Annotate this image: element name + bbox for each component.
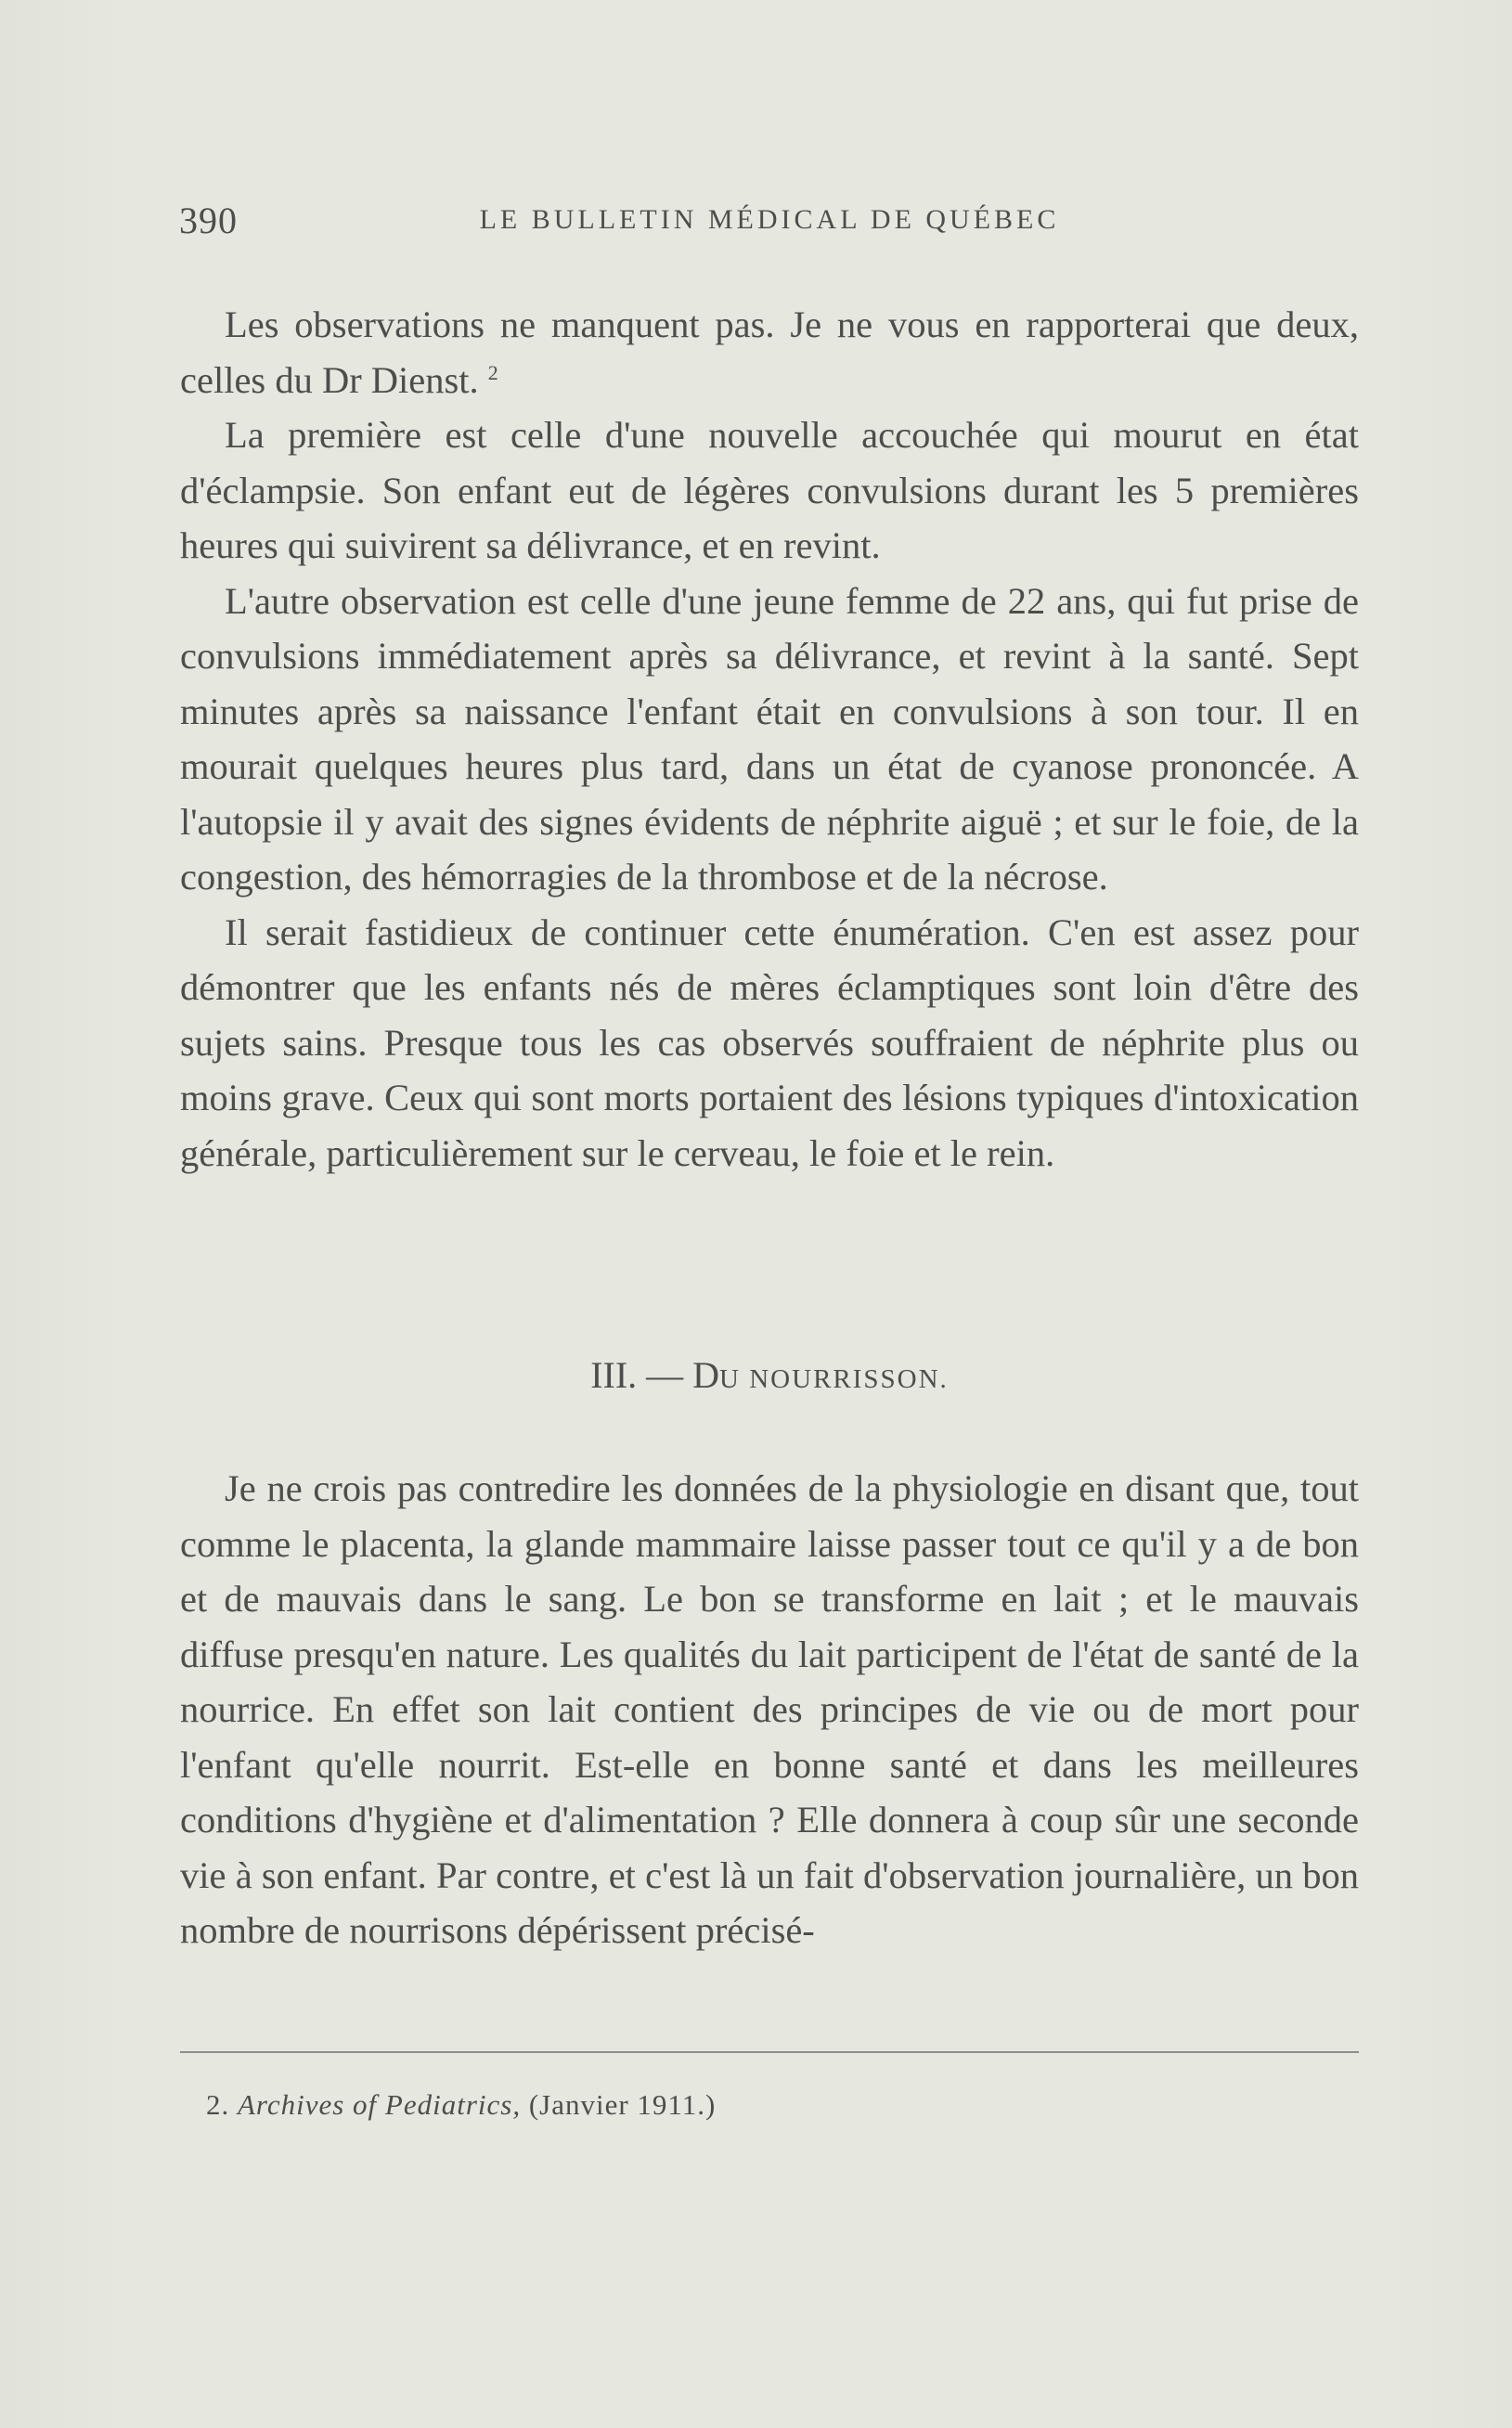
paragraph-text: Les observations ne manquent pas. Je ne vous en rapporterai que deux, celles du Dr Dienst. — [180, 304, 1359, 401]
paragraph — [180, 407, 1359, 574]
footnote — [206, 2086, 716, 2124]
paragraph-text: L'autre observation est celle d'une jeune femme de 22 ans, qui fut prise de convulsions immédiatement après sa délivrance, et revint à la santé. Sept minutes après sa naissance l'enfant était en convulsions à son tour. Il en mourait quelques heures plus tard, dans un état de cyanose prononcée. A l'autopsie il y avait des signes évidents de néphrite aiguë ; et sur le foie, de la congestion, des hémorragies de la thrombose et de la nécrose. — [180, 579, 1359, 898]
footnote-number: 2. — [206, 2088, 230, 2121]
paragraph-text: Je ne crois pas contredire les données de la physiologie en disant que, tout comme le placenta, la glande mammaire laisse passer tout ce qu'il y a de bon et de mauvais dans le sang. Le bon se transforme en lait ; et le mauvais diffuse presqu'en nature. Les qualités du lait participent de l'état de santé de la nourrice. En effet son lait contient des principes de vie ou de mort pour l'enfant qu'elle nourrit. Est-elle en bonne santé et dans les meilleures conditions d'hygiène et d'alimentation ? Elle donnera à coup sûr une seconde vie à son enfant. Par contre, et c'est là un fait d'observation journalière, un bon nombre de nourrisons dépérissent précisé- — [180, 1467, 1359, 1951]
page-number: 390 — [179, 200, 238, 241]
section-heading-numeral: III. — D — [590, 1354, 720, 1396]
body-text-section-1 — [180, 297, 1359, 1181]
paragraph-text: Il serait fastidieux de continuer cette énumération. C'en est assez pour démontrer que les enfants nés de mères éclamptiques sont loin d'être des sujets sains. Presque tous les cas observés souffraient de néphrite plus ou moins grave. Ceux qui sont morts portaient des lésions typiques d'intoxication générale, particulièrement sur le cerveau, le foie et le rein. — [180, 910, 1359, 1174]
paragraph-text: La première est celle d'une nouvelle accouchée qui mourut en état d'éclampsie. Son enfant eut de légères convulsions durant les 5 premières heures qui suivirent sa délivrance, et en revint. — [180, 414, 1359, 566]
footnote-divider — [180, 2051, 1359, 2053]
paragraph — [180, 574, 1359, 905]
body-text-section-2 — [180, 1461, 1359, 1958]
footnote-reference: 2 — [487, 360, 498, 384]
section-heading — [180, 1348, 1359, 1407]
section-heading-small-caps: U NOURRISSON. — [719, 1364, 949, 1394]
footnote-journal-title: Archives of Pediatrics, — [238, 2088, 522, 2121]
paragraph — [180, 905, 1359, 1182]
running-title: LE BULLETIN MÉDICAL DE QUÉBEC — [479, 204, 1060, 235]
page-header — [179, 193, 1360, 249]
paragraph — [180, 1461, 1359, 1958]
paragraph — [180, 297, 1359, 407]
footnote-date: (Janvier 1911.) — [528, 2088, 717, 2121]
